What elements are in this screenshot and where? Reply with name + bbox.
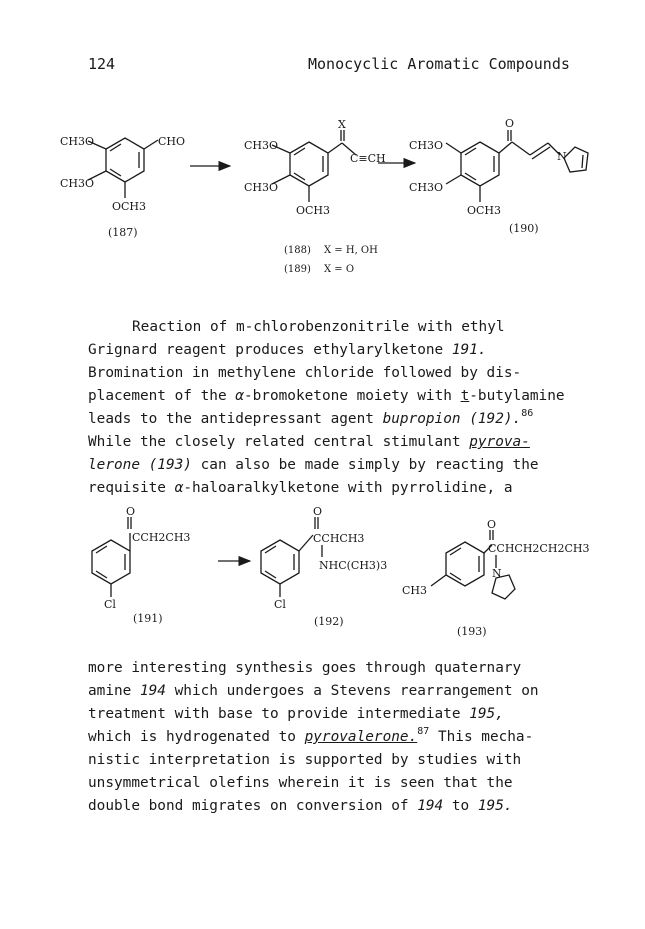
- c187-aldehyde-group: CHO: [158, 135, 186, 148]
- c192-ketone-chain: CCHCH3: [313, 532, 365, 545]
- c188-x-substituent: X: [338, 118, 346, 131]
- p1-line: requisite α-haloaralkylketone with pyrrolidine, a: [88, 480, 513, 496]
- c187-label: (187): [108, 226, 138, 239]
- c190-label: (190): [509, 222, 539, 235]
- c191-ethyl-ketone: CCH2CH3: [132, 531, 191, 544]
- c191-benzene-ring: [92, 540, 130, 584]
- c190-methoxy-bottom: OCH3: [467, 204, 502, 217]
- c190-nitrogen: N: [557, 150, 567, 163]
- c192-chlorine: Cl: [274, 598, 286, 611]
- scheme-1-drawing: [0, 110, 645, 290]
- p1-line: lerone (193) can also be made simply by reacting the: [88, 457, 539, 473]
- c188-methoxy-middle: CH3O: [244, 181, 279, 194]
- c188-definition: X = H, OH: [324, 245, 378, 256]
- c190-carbonyl-oxygen: O: [505, 117, 515, 130]
- c188-methoxy-bottom: OCH3: [296, 204, 331, 217]
- c190-pyrroline-ring: [564, 147, 588, 172]
- c193-nitrogen: N: [492, 567, 502, 580]
- p1-line: While the closely related central stimulant pyrova-: [88, 434, 530, 450]
- running-title: Monocyclic Aromatic Compounds: [308, 55, 570, 73]
- p2-line: double bond migrates on conversion of 194 to 195.: [88, 798, 513, 814]
- reaction-scheme-2: [0, 505, 645, 645]
- p2-line: treatment with base to provide intermediate 195,: [88, 706, 504, 722]
- p1-line: Grignard reagent produces ethylarylketone 191.: [88, 342, 487, 358]
- p2-line: unsymmetrical olefins wherein it is seen that the: [88, 775, 513, 791]
- p1-line: placement of the α-bromoketone moiety with t-butylamine: [88, 388, 565, 404]
- c191-carbonyl-oxygen: O: [126, 505, 136, 518]
- c193-carbonyl-oxygen: O: [487, 518, 497, 531]
- c188-benzene-ring: [290, 142, 328, 186]
- c193-ketone-chain: CCHCH2CH2CH3: [488, 542, 590, 555]
- c192-label: (192): [314, 615, 344, 628]
- p2-line: nistic interpretation is supported by studies with: [88, 752, 522, 768]
- c193-label: (193): [457, 625, 487, 638]
- body-paragraph-1: [88, 316, 578, 500]
- c192-tert-butylamine: NHC(CH3)3: [319, 559, 388, 572]
- c188-methoxy-top: CH3O: [244, 139, 279, 152]
- c190-methoxy-middle: CH3O: [409, 181, 444, 194]
- reaction-scheme-1: [0, 110, 645, 290]
- c187-benzene-ring: [106, 138, 144, 182]
- c193-benzene-ring: [446, 542, 484, 586]
- p2-line: which is hydrogenated to pyrovalerone.$^{87}$ This mecha-: [88, 726, 534, 745]
- body-paragraph-2: [88, 657, 578, 818]
- c193-methyl: CH3: [402, 584, 428, 597]
- c187-methoxy-top: CH3O: [60, 135, 95, 148]
- c188-label: (188): [284, 245, 311, 256]
- p1-line: Reaction of m-chlorobenzonitrile with ethyl: [132, 319, 505, 335]
- c192-carbonyl-oxygen: O: [313, 505, 323, 518]
- scheme-2-drawing: [0, 505, 645, 645]
- p2-line: more interesting synthesis goes through quaternary: [88, 660, 522, 676]
- c188-ethynyl-group: C≡CH: [350, 152, 386, 165]
- page-number: 124: [88, 55, 116, 73]
- c189-definition: X = O: [324, 264, 355, 275]
- p1-line: leads to the antidepressant agent bupropion (192).$^{86}$: [88, 408, 534, 427]
- c190-benzene-ring: [461, 142, 499, 186]
- p1-line: Bromination in methylene chloride followed by dis-: [88, 365, 522, 381]
- c190-methoxy-top: CH3O: [409, 139, 444, 152]
- c192-benzene-ring: [261, 540, 299, 584]
- c187-methoxy-bottom: OCH3: [112, 200, 147, 213]
- c191-chlorine: Cl: [104, 598, 116, 611]
- c189-label: (189): [284, 264, 311, 275]
- c187-methoxy-middle: CH3O: [60, 177, 95, 190]
- p2-line: amine 194 which undergoes a Stevens rearrangement on: [88, 683, 539, 699]
- c191-label: (191): [133, 612, 163, 625]
